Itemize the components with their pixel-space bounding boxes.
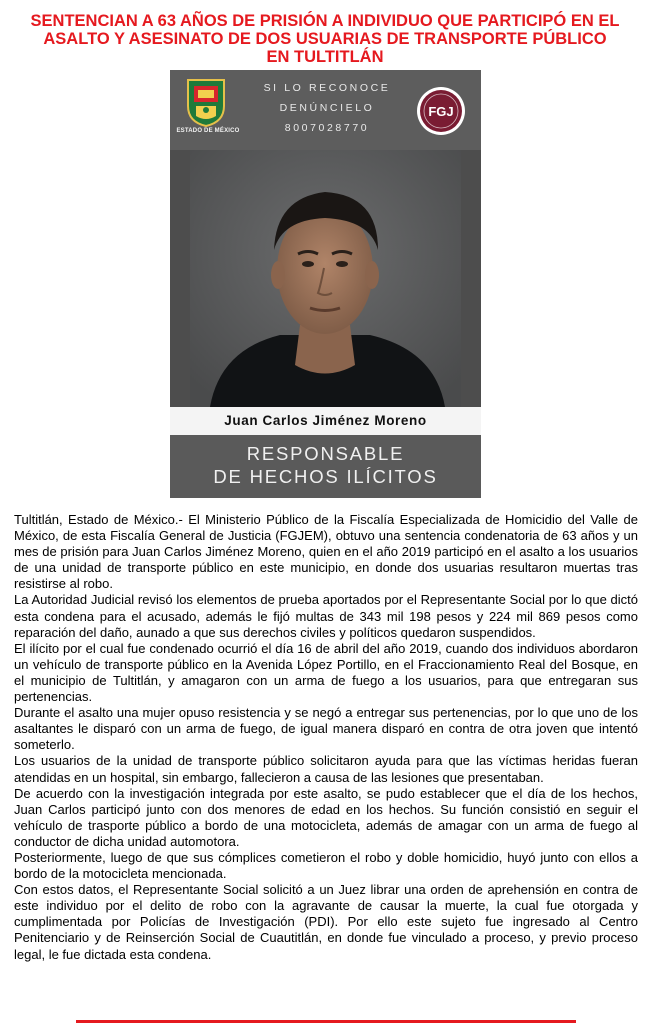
campaign-line: DENÚNCIELO xyxy=(279,102,375,114)
suspect-name: Juan Carlos Jiménez Moreno xyxy=(170,407,481,435)
role-line: RESPONSABLE xyxy=(246,443,405,464)
fgj-logo xyxy=(416,86,466,136)
suspect-portrait xyxy=(190,150,461,407)
article-paragraph: Durante el asalto una mujer opuso resistencia y se negó a entregar sus pertenencias, por lo que uno de los asaltantes le disparó con un arma de fuego, de igual manera disparó en contra de otra joven que intentó someterlo. xyxy=(14,705,638,753)
role-line: DE HECHOS ILÍCITOS xyxy=(213,466,438,487)
wanted-poster xyxy=(170,70,481,498)
article-body xyxy=(14,512,638,963)
report-phone: 8007028770 xyxy=(284,122,370,134)
campaign-text xyxy=(252,78,402,138)
headline xyxy=(14,12,636,66)
headline-line: EN TULTITLÁN xyxy=(266,48,384,66)
fgj-logo-text: FGJ xyxy=(428,104,454,119)
state-label: ESTADO DE MÉXICO xyxy=(176,128,240,134)
suspect-photo xyxy=(190,150,461,407)
campaign-line: SI LO RECONOCE xyxy=(263,82,391,94)
headline-line: SENTENCIAN A 63 AÑOS DE PRISIÓN A INDIVIDUO QUE PARTICIPÓ EN EL xyxy=(30,12,620,30)
article-paragraph: Con estos datos, el Representante Social solicitó a un Juez librar una orden de aprehensión en contra de este individuo por el delito de robo con la agravante de causar la muerte, la cual fue otorgada y cumplimentada por Policías de Investigación (PDI). Por ello este sujeto fue ingresado al Centro Penitenciario y de Reinserción Social de Cuautitlán, en donde fue vinculado a proceso, y previo proceso legal, le fue dictada esta condena. xyxy=(14,882,638,962)
article-paragraph: Tultitlán, Estado de México.- El Ministerio Público de la Fiscalía Especializada de Homicidio del Valle de México, de esta Fiscalía General de Justicia (FGJEM), obtuvo una sentencia condenatoria de 63 años y un mes de prisión para Juan Carlos Jiménez Moreno, quien en el año 2019 participó en el asalto a los usuarios de una unidad de transporte público en este municipio, en donde dos usuarias resultaron muertas tras resistirse al robo. xyxy=(14,512,638,592)
footer-divider xyxy=(76,1020,576,1023)
article-paragraph: La Autoridad Judicial revisó los elementos de prueba aportados por el Representante Social por lo que dictó esta condena para el acusado, además le fijó multas de 343 mil 198 pesos y 224 mil 869 pesos como reparación del daño, aunado a que sus derechos civiles y políticos quedaron suspendidos. xyxy=(14,592,638,640)
estado-de-mexico-logo xyxy=(184,76,228,128)
article-paragraph: Los usuarios de la unidad de transporte público solicitaron ayuda para que las víctimas heridas fueran atendidas en un hospital, sin embargo, fallecieron a causa de las lesiones que presentaban. xyxy=(14,753,638,785)
article-paragraph: El ilícito por el cual fue condenado ocurrió el día 16 de abril del año 2019, cuando dos individuos abordaron un vehículo de transporte público en la Avenida López Portillo, en el Fraccionamiento Real del Bosque, en el municipio de Tultitlán, y amagaron con un arma de fuego a los usuarios, para que entregaran sus pertenencias. xyxy=(14,640,638,705)
headline-line: ASALTO Y ASESINATO DE DOS USUARIAS DE TRANSPORTE PÚBLICO xyxy=(43,30,607,48)
role-label xyxy=(170,435,481,498)
article-paragraph: De acuerdo con la investigación integrada por este asalto, se pudo establecer que el día de los hechos, Juan Carlos participó junto con dos menores de edad en los hechos. Su función consistió en seguir el vehículo de trasporte público a bordo de una motocicleta, además de amagar con un arma de fuego al conductor de dicha unidad automotora. xyxy=(14,785,638,849)
article-paragraph: Posteriormente, luego de que sus cómplices cometieron el robo y doble homicidio, huyó junto con ellos a bordo de la motocicleta mencionada. xyxy=(14,849,638,882)
poster-banner xyxy=(170,70,481,150)
